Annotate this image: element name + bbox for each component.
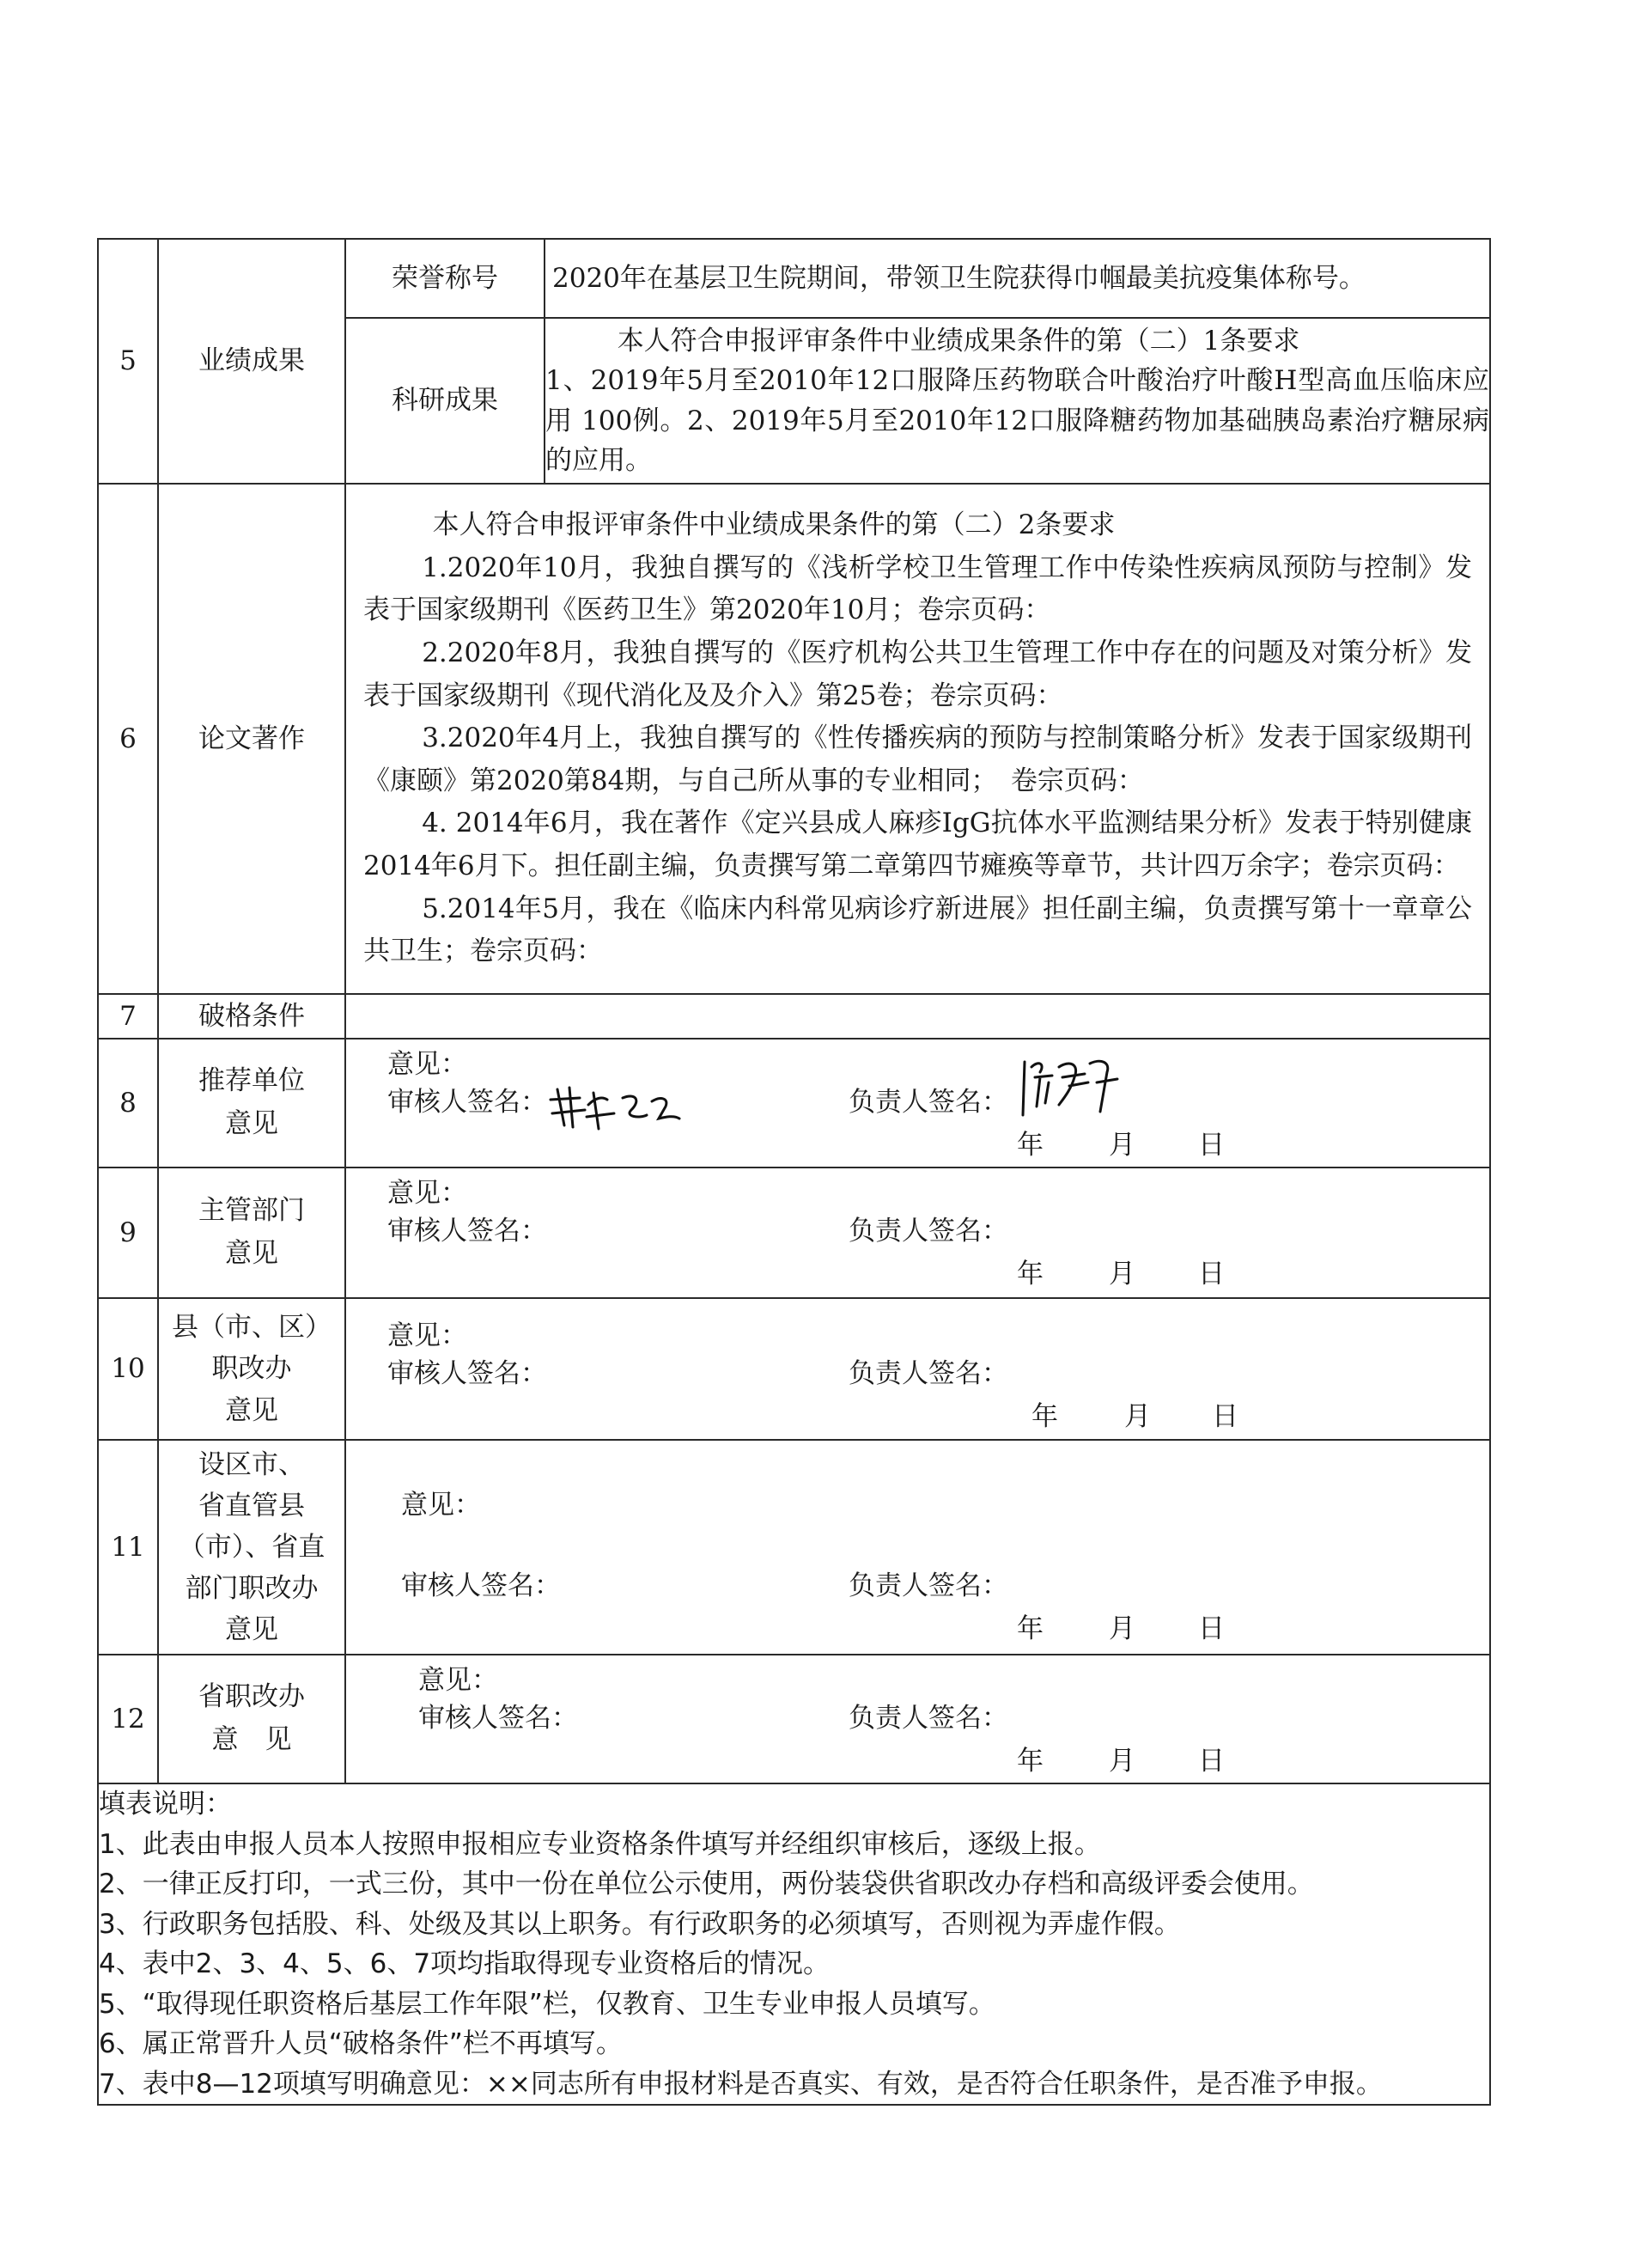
category-line: 县（市、区） — [172, 1312, 332, 1344]
reviewer-sign-label: 审核人签名： — [387, 1216, 547, 1247]
category-line: 推荐单位 — [198, 1065, 305, 1097]
research-line: 1、2019年5月至2010年12口服降压药物联合叶酸治疗叶酸H型高血压临床应用 100例。2、2019年5月至2010年12口服降糖药物加基础胰岛素治疗糖尿病的应用。 — [545, 365, 1489, 476]
opinion-label: 意见： — [387, 1320, 467, 1351]
row-number: 11 — [98, 1440, 158, 1655]
exception-value — [345, 994, 1490, 1039]
opinion-label: 意见： — [418, 1665, 498, 1696]
category-line: （市）、省直 — [178, 1531, 326, 1563]
reviewer-sign-label: 审核人签名： — [401, 1570, 561, 1601]
opinion-label: 意见： — [401, 1490, 481, 1521]
city-signature-box — [345, 1440, 1490, 1655]
paper-line: 5.2014年5月，我在《临床内科常见病诊疗新进展》担任副主编，负责撰写第十一章章公共卫生；卷宗页码： — [363, 893, 1472, 967]
research-label: 科研成果 — [345, 318, 545, 484]
year-label: 年 — [1017, 1613, 1044, 1644]
reviewer-sign-label: 审核人签名： — [387, 1358, 547, 1389]
category-line: 意 见 — [211, 1724, 292, 1755]
leader-sign-label: 负责人签名： — [849, 1358, 1008, 1389]
row-number: 5 — [98, 239, 158, 484]
day-label: 日 — [1198, 1130, 1225, 1161]
row-number: 12 — [98, 1655, 158, 1783]
reviewer-signature-image — [545, 1081, 709, 1141]
row-category: 业绩成果 — [158, 239, 345, 484]
paper-line: 1.2020年10月，我独自撰写的《浅析学校卫生管理工作中传染性疾病凤预防与控制》发表于国家级期刊《医药卫生》第2020年10月；卷宗页码： — [363, 552, 1472, 626]
leader-sign-label: 负责人签名： — [849, 1216, 1008, 1247]
county-signature-box — [345, 1298, 1490, 1440]
row-number: 7 — [98, 994, 158, 1039]
month-label: 月 — [1109, 1130, 1135, 1161]
month-label: 月 — [1109, 1746, 1135, 1777]
row-10-county — [98, 1298, 1490, 1440]
month-label: 月 — [1109, 1259, 1135, 1289]
paper-line: 3.2020年4月上，我独自撰写的《性传播疾病的预防与控制策略分析》发表于国家级期刊《康颐》第2020第84期，与自己所从事的专业相同； 卷宗页码： — [363, 722, 1472, 796]
month-label: 月 — [1109, 1613, 1135, 1644]
year-label: 年 — [1017, 1259, 1044, 1289]
note-item: 2、一律正反打印，一式三份，其中一份在单位公示使用，两份装袋供省职改办存档和高级评委会使用。 — [99, 1869, 1314, 1899]
leader-sign-label: 负责人签名： — [849, 1087, 1008, 1118]
row-11-city — [98, 1440, 1490, 1655]
month-label: 月 — [1124, 1401, 1151, 1432]
category-line: 意见 — [225, 1238, 278, 1269]
day-label: 日 — [1198, 1746, 1225, 1777]
row-5-honor — [98, 239, 1490, 318]
honor-text — [545, 239, 1490, 318]
opinion-label: 意见： — [387, 1178, 467, 1209]
row-category — [158, 1168, 345, 1298]
paper-line: 2.2020年8月，我独自撰写的《医疗机构公共卫生管理工作中存在的问题及对策分析》发表于国家级期刊《现代消化及及介入》第25卷；卷宗页码： — [363, 637, 1472, 711]
category-line: 意见 — [225, 1614, 278, 1646]
year-label: 年 — [1017, 1746, 1044, 1777]
category-line: 主管部门 — [198, 1195, 305, 1227]
day-label: 日 — [1212, 1401, 1238, 1432]
category-line: 意见 — [225, 1394, 278, 1426]
row-category — [158, 1039, 345, 1168]
row-number: 10 — [98, 1298, 158, 1440]
day-label: 日 — [1198, 1613, 1225, 1644]
paper-line: 4. 2014年6月，我在著作《定兴县成人麻疹IgG抗体水平监测结果分析》发表于特别健康2014年6月下。担任副主编，负责撰写第二章第四节瘫痪等章节，共计四万余字；卷宗页码： — [363, 808, 1472, 881]
paper-line: 本人符合申报评审条件中业绩成果条件的第（二）2条要求 — [432, 509, 1116, 541]
papers-text — [345, 484, 1490, 994]
row-number: 6 — [98, 484, 158, 994]
research-text — [545, 318, 1490, 484]
row-12-province — [98, 1655, 1490, 1783]
department-signature-box — [345, 1168, 1490, 1298]
leader-sign-label: 负责人签名： — [849, 1703, 1008, 1734]
row-category — [158, 1298, 345, 1440]
category-line: 意见 — [225, 1108, 278, 1139]
notes-title: 填表说明： — [99, 1789, 232, 1820]
application-form-table — [97, 238, 1491, 2106]
province-signature-box — [345, 1655, 1490, 1783]
recommend-signature-box — [345, 1039, 1490, 1168]
row-number: 9 — [98, 1168, 158, 1298]
reviewer-sign-label: 审核人签名： — [418, 1703, 578, 1734]
day-label: 日 — [1198, 1259, 1225, 1289]
honor-label: 荣誉称号 — [345, 239, 545, 318]
leader-signature-image — [1014, 1052, 1135, 1120]
row-9-department — [98, 1168, 1490, 1298]
year-label: 年 — [1017, 1130, 1044, 1161]
row-category: 破格条件 — [158, 994, 345, 1039]
category-line: 省职改办 — [198, 1681, 305, 1713]
row-8-recommend — [98, 1039, 1490, 1168]
note-item: 1、此表由申报人员本人按照申报相应专业资格条件填写并经组织审核后，逐级上报。 — [99, 1828, 1101, 1860]
honor-content: 2020年在基层卫生院期间，带领卫生院获得巾帼最美抗疫集体称号。 — [552, 262, 1366, 294]
research-line: 本人符合申报评审条件中业绩成果条件的第（二）1条要求 — [617, 325, 1300, 357]
row-category — [158, 1440, 345, 1655]
note-item: 4、表中2、3、4、5、6、7项均指取得现专业资格后的情况。 — [99, 1948, 831, 1979]
note-item: 7、表中8—12项填写明确意见：××同志所有申报材料是否真实、有效，是否符合任职条件，是否准予申报。 — [99, 2068, 1383, 2100]
note-item: 5、“取得现任职资格后基层工作年限”栏，仅教育、卫生专业申报人员填写。 — [99, 1988, 995, 2020]
notes-row — [98, 1783, 1490, 2105]
row-category — [158, 1655, 345, 1783]
note-item: 6、属正常晋升人员“破格条件”栏不再填写。 — [99, 2028, 623, 2059]
category-line: 省直管县 — [198, 1490, 305, 1521]
opinion-label: 意见： — [387, 1049, 467, 1080]
row-category: 论文著作 — [158, 484, 345, 994]
year-label: 年 — [1031, 1401, 1058, 1432]
row-6-papers — [98, 484, 1490, 994]
row-7-exception — [98, 994, 1490, 1039]
category-line: 职改办 — [211, 1353, 292, 1385]
form-notes — [98, 1783, 1490, 2105]
row-number: 8 — [98, 1039, 158, 1168]
leader-sign-label: 负责人签名： — [849, 1570, 1008, 1601]
reviewer-sign-label: 审核人签名： — [387, 1087, 547, 1118]
category-line: 部门职改办 — [185, 1573, 319, 1605]
note-item: 3、行政职务包括股、科、处级及其以上职务。有行政职务的必须填写，否则视为弄虚作假。 — [99, 1908, 1181, 1940]
category-line: 设区市、 — [198, 1448, 305, 1480]
